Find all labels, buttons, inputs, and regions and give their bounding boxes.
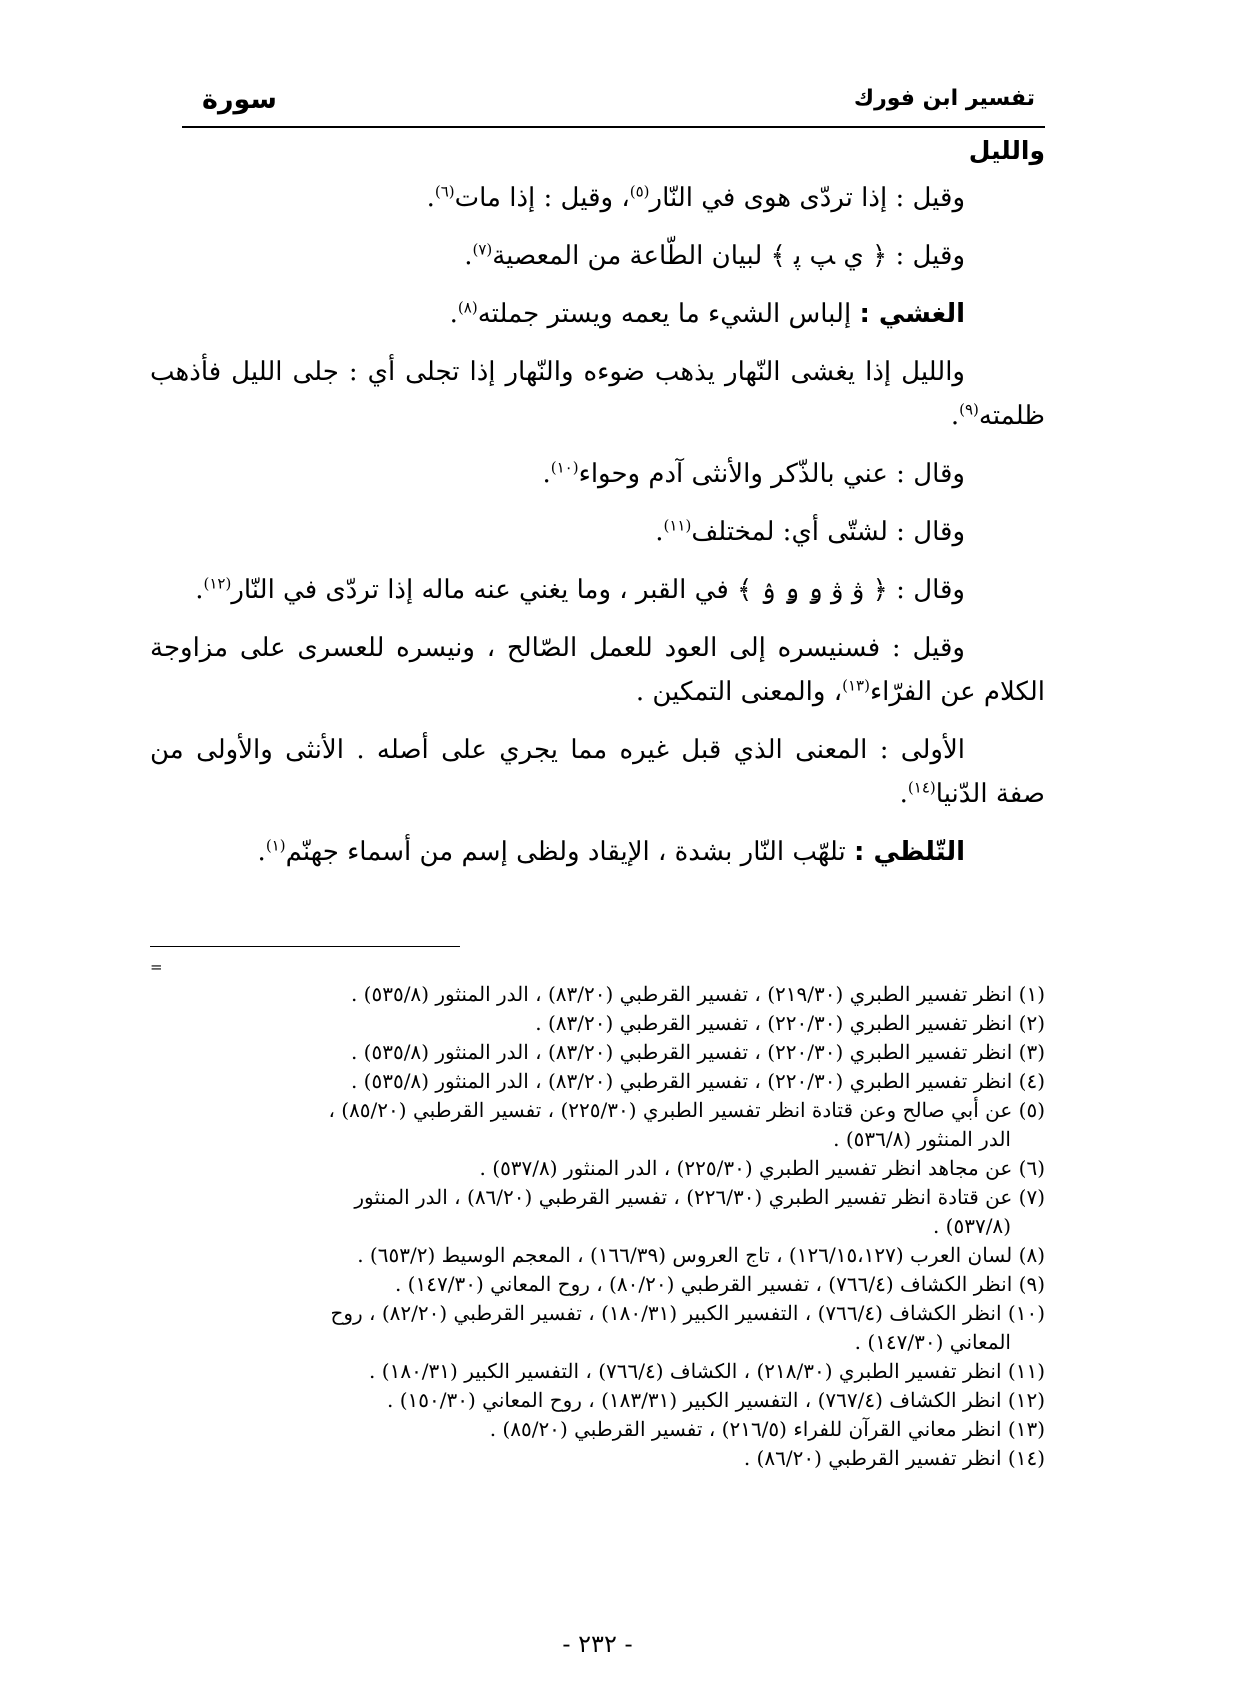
running-header	[150, 84, 1045, 120]
paragraph-text: والليل إذا يغشى النّهار يذهب ضوءه والنّهار إذا تجلى أي : جلى الليل فأذهب ظلمته	[150, 357, 1045, 431]
footnote-text: (٨) لسان العرب (١٢٦/١٥،١٢٧) ، تاج العروس (١٦٦/٣٩) ، المعجم الوسيط (٦٥٣/٢) .	[357, 1243, 1045, 1267]
paragraph	[150, 350, 1045, 438]
footnote-ref: (٧)	[472, 240, 493, 259]
paragraph	[150, 830, 1045, 874]
book-title: تفسير ابن فورك	[853, 86, 1035, 111]
paragraph-text: ، وقيل : إذا مات	[454, 183, 630, 213]
paragraph-end: .	[899, 779, 908, 809]
paragraph-end: .	[195, 575, 204, 605]
paragraph-end: .	[950, 401, 960, 431]
paragraph-text: وقال : لشتّى أي: لمختلف	[691, 517, 965, 547]
paragraph-text: وقيل : فسنيسره إلى العود للعمل الصّالح ، ونيسره للعسرى على مزاوجة الكلام عن الفرّاء	[150, 633, 1045, 707]
footnote-ref: (٥)	[629, 182, 650, 201]
footnote	[150, 1415, 1045, 1444]
section-title: والليل	[968, 136, 1045, 165]
footnote-ref: (٨)	[457, 298, 478, 317]
footnote-ref: (١٠)	[550, 458, 579, 477]
paragraph-end: .	[426, 183, 435, 213]
paragraph-text: تلهّب النّار بشدة ، الإيقاد ولظى إسم من أسماء جهنّم	[285, 837, 855, 867]
paragraph-text: إلباس الشيء ما يعمه ويستر جملته	[477, 299, 860, 329]
footnote-text: (٤) انظر تفسير الطبري (٢٢٠/٣٠) ، تفسير القرطبي (٨٣/٢٠) ، الدر المنثور (٥٣٥/٨) .	[350, 1069, 1045, 1093]
footnote-ref: (١١)	[663, 516, 692, 535]
paragraph	[150, 568, 1045, 612]
page-number: - ٢٣٢ -	[562, 1630, 633, 1658]
footnote-ref: (١٣)	[842, 676, 870, 695]
paragraph-text: وقيل : ﴿ ي ﭗ ﭘ ﴾ لبيان الطّاعة من المعصية	[492, 241, 965, 271]
paragraph	[150, 176, 1045, 220]
surah-label: سورة	[202, 84, 277, 115]
header-rule	[182, 126, 1045, 128]
footnote	[150, 1270, 1045, 1299]
footnote-ref: (١٢)	[203, 574, 232, 593]
footnote-continuation: الدر المنثور (٥٣٦/٨) .	[833, 1127, 1011, 1151]
footnote-continuation: المعاني (١٤٧/٣٠) .	[854, 1330, 1011, 1354]
term-bold: التّلظي :	[854, 837, 965, 867]
paragraph-text: وقال : عني بالذّكر والأنثى آدم وحواء	[578, 459, 965, 489]
paragraph-end: .	[542, 459, 551, 489]
footnote-separator	[150, 946, 460, 947]
footnote	[150, 1357, 1045, 1386]
footnote	[150, 1386, 1045, 1415]
paragraph-end: .	[635, 677, 653, 707]
footnote	[150, 1183, 1045, 1241]
footnote	[150, 1009, 1045, 1038]
footnote	[150, 1067, 1045, 1096]
paragraph-text: وقال : ﴿ ۋ ۋ ۅ ۅ ۉ ﴾ في القبر ، وما يغني عنه ماله إذا تردّى في النّار	[231, 575, 965, 605]
footnote-text: (١٣) انظر معاني القرآن للفراء (٢١٦/٥) ، تفسير القرطبي (٨٥/٢٠) .	[489, 1417, 1045, 1441]
footnote	[150, 1038, 1045, 1067]
footnote-text: (٧) عن قتادة انظر تفسير الطبري (٢٢٦/٣٠) ، تفسير القرطبي (٨٦/٢٠) ، الدر المنثور	[354, 1185, 1045, 1209]
footnote	[150, 1444, 1045, 1473]
paragraph-end: .	[257, 837, 266, 867]
paragraph-end: .	[655, 517, 664, 547]
footnote-text: (٩) انظر الكشاف (٧٦٦/٤) ، تفسير القرطبي (٨٠/٢٠) ، روح المعاني (١٤٧/٣٠) .	[394, 1272, 1045, 1296]
book-page	[150, 0, 1045, 1696]
footnote-text: (٥) عن أبي صالح وعن قتادة انظر تفسير الطبري (٢٢٥/٣٠) ، تفسير القرطبي (٨٥/٢٠) ،	[328, 1098, 1045, 1122]
footnote	[150, 1241, 1045, 1270]
footnote-text: (٢) انظر تفسير الطبري (٢٢٠/٣٠) ، تفسير القرطبي (٨٣/٢٠) .	[535, 1011, 1045, 1035]
footnote-text: (٣) انظر تفسير الطبري (٢٢٠/٣٠) ، تفسير القرطبي (٨٣/٢٠) ، الدر المنثور (٥٣٥/٨) .	[350, 1040, 1045, 1064]
footnote	[150, 980, 1045, 1009]
footnote-text: (١٤) انظر تفسير القرطبي (٨٦/٢٠) .	[743, 1446, 1045, 1470]
footnote-continuation: (٥٣٧/٨) .	[932, 1214, 1011, 1238]
footnote-text: (١٢) انظر الكشاف (٧٦٧/٤) ، التفسير الكبير (١٨٣/٣١) ، روح المعاني (١٥٠/٣٠) .	[387, 1388, 1045, 1412]
footnote-continuation-mark: =	[150, 958, 163, 976]
paragraph	[150, 626, 1045, 714]
footnote-text: (١٠) انظر الكشاف (٧٦٦/٤) ، التفسير الكبير (١٨٠/٣١) ، تفسير القرطبي (٨٢/٢٠) ، روح	[330, 1301, 1045, 1325]
paragraph-end: .	[464, 241, 473, 271]
footnote	[150, 1299, 1045, 1357]
main-text	[150, 176, 1045, 888]
paragraph-text: الأولى : المعنى الذي قبل غيره مما يجري على أصله . الأنثى والأولى من صفة الدّنيا	[150, 735, 1045, 809]
footnote-ref: (١)	[265, 836, 286, 855]
footnotes	[150, 980, 1045, 1473]
term-bold: الغشي :	[859, 299, 965, 329]
paragraph	[150, 510, 1045, 554]
paragraph-text: وقيل : إذا تردّى هوى في النّار	[649, 183, 965, 213]
footnote	[150, 1096, 1045, 1154]
paragraph	[150, 452, 1045, 496]
paragraph	[150, 292, 1045, 336]
footnote-text: (٦) عن مجاهد انظر تفسير الطبري (٢٢٥/٣٠) ، الدر المنثور (٥٣٧/٨) .	[479, 1156, 1045, 1180]
footnote-ref: (٩)	[959, 400, 979, 419]
paragraph	[150, 728, 1045, 816]
footnote	[150, 1154, 1045, 1183]
paragraph	[150, 234, 1045, 278]
footnote-text: (١١) انظر تفسير الطبري (٢١٨/٣٠) ، الكشاف (٧٦٦/٤) ، التفسير الكبير (١٨٠/٣١) .	[369, 1359, 1045, 1383]
paragraph-text: ، والمعنى التمكين	[652, 677, 843, 707]
footnote-ref: (٦)	[434, 182, 455, 201]
footnote-ref: (١٤)	[907, 778, 936, 797]
paragraph-end: .	[449, 299, 458, 329]
footnote-text: (١) انظر تفسير الطبري (٢١٩/٣٠) ، تفسير القرطبي (٨٣/٢٠) ، الدر المنثور (٥٣٥/٨) .	[350, 982, 1045, 1006]
